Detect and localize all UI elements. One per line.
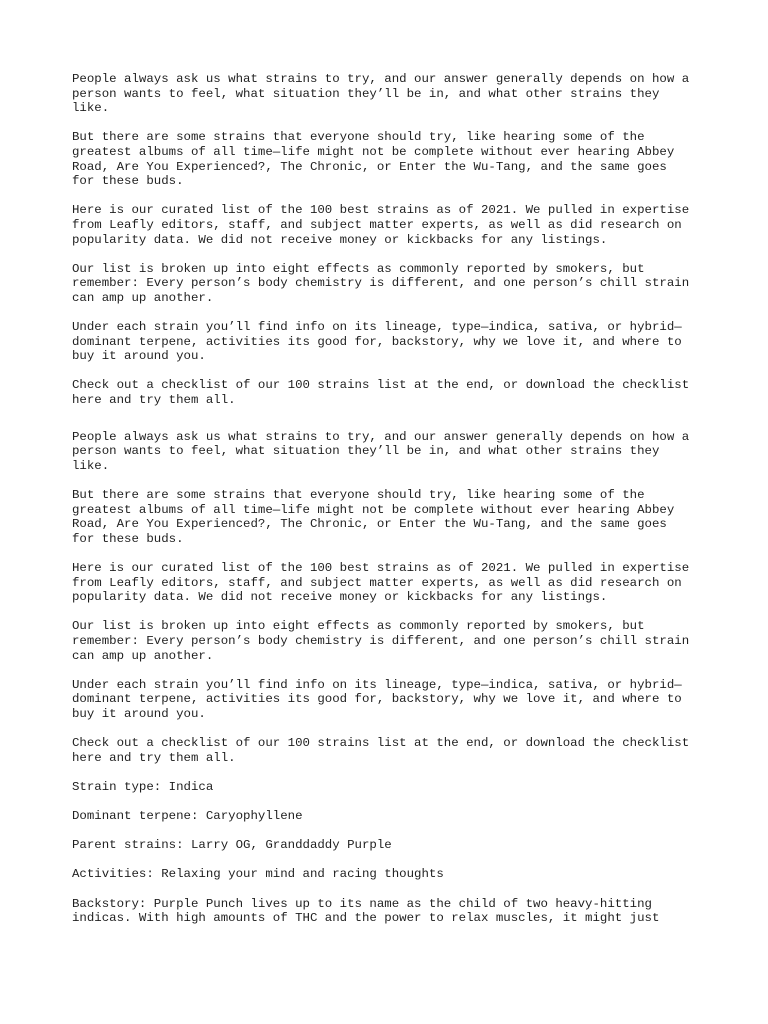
strain-type: Strain type: Indica [72,779,214,794]
parent-strains: Parent strains: Larry OG, Granddaddy Purple [72,838,392,853]
paragraph: Our list is broken up into eight effects as commonly reported by smokers, but remember: Every person’s body chemistry is different, and one person’s chill strain can amp up another. [72,261,690,305]
paragraph: But there are some strains that everyone should try, like hearing some of the greatest albums of all time—life might not be complete without ever hearing Abbey Road, Are You Experienced?, The Chronic, or Enter the Wu-Tang, and the same goes for these buds. [72,488,675,546]
paragraph: Under each strain you’ll find info on its lineage, type—indica, sativa, or hybrid— dominant terpene, activities its good for, backstory, why we love it, and where to buy it around you. [72,320,682,364]
paragraph: Check out a checklist of our 100 strains list at the end, or download the checklist here and try them all. [72,736,690,765]
intro-section-2 [72,430,708,926]
paragraph: Here is our curated list of the 100 best strains as of 2021. We pulled in expertise from Leafly editors, staff, and subject matter experts, as well as did research on popularity data. We did not receive money or kickbacks for any listings. [72,203,690,247]
paragraph: People always ask us what strains to try, and our answer generally depends on how a person wants to feel, what situation they’ll be in, and what other strains they like. [72,429,690,473]
dominant-terpene: Dominant terpene: Caryophyllene [72,809,303,824]
paragraph: Here is our curated list of the 100 best strains as of 2021. We pulled in expertise from Leafly editors, staff, and subject matter experts, as well as did research on popularity data. We did not receive money or kickbacks for any listings. [72,561,690,605]
paragraph: Under each strain you’ll find info on its lineage, type—indica, sativa, or hybrid— dominant terpene, activities its good for, backstory, why we love it, and where to buy it around you. [72,677,682,721]
paragraph: But there are some strains that everyone should try, like hearing some of the greatest albums of all time—life might not be complete without ever hearing Abbey Road, Are You Experienced?, The Chronic, or Enter the Wu-Tang, and the same goes for these buds. [72,130,675,189]
paragraph: Check out a checklist of our 100 strains list at the end, or download the checklist here and try them all. [72,378,690,408]
paragraph: Our list is broken up into eight effects as commonly reported by smokers, but remember: Every person’s body chemistry is different, and one person’s chill strain can amp up another. [72,619,690,663]
intro-section-1 [72,72,708,408]
activities: Activities: Relaxing your mind and racing thoughts [72,867,444,882]
backstory: Backstory: Purple Punch lives up to its name as the child of two heavy-hitting indicas. With high amounts of THC and the power to relax muscles, it might just [72,896,660,926]
paragraph: People always ask us what strains to try, and our answer generally depends on how a person wants to feel, what situation they’ll be in, and what other strains they like. [72,72,690,116]
